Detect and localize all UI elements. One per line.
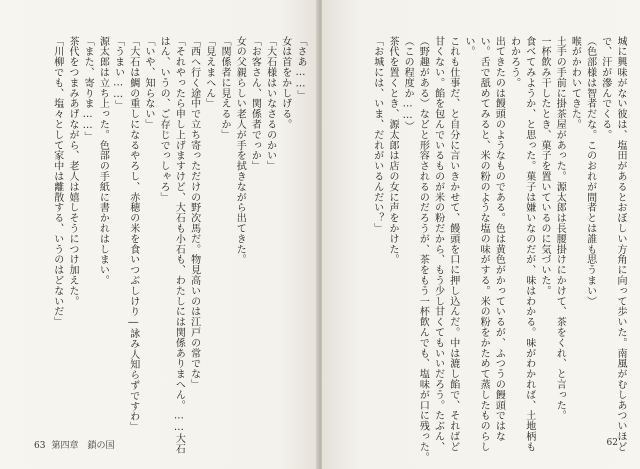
text-column: 茶代をつまみあげながら、老人は嬉しそうにつけ加えた。: [66, 36, 78, 307]
text-column: 「大石様はいなさるのかい」: [264, 36, 276, 172]
text-column: 「うまい……」: [112, 36, 124, 111]
left-page-number: 63: [34, 441, 46, 451]
text-column: 「また、寄りま……」: [82, 36, 94, 142]
text-column: 出てきたのは饅頭のようなものである。色は黄色がかっているが、ふつうの饅頭ではな: [493, 36, 505, 442]
left-page-footer: [34, 438, 120, 451]
text-column: い。: [462, 36, 474, 57]
text-column: 「さあ……」: [295, 36, 306, 101]
right-page-number: 62: [606, 438, 618, 448]
text-column: 一杯飲み干したとき、菓子を置いているのに気づいた。: [538, 36, 550, 296]
text-column: 甘くない。餡を包んでいるものが米の粉だから、もう少し甘くてもいいだろう。たぶん、: [432, 36, 444, 452]
text-column: （野趣がある）などと形容されるのだろうが、茶をもう一杯飲んでも、塩味が口に残った。: [417, 36, 429, 463]
text-column: 女の父親らしい老人が手を拭きながら出てきた。: [234, 36, 246, 265]
right-page-footer: [607, 438, 624, 448]
text-column: はん、いうの、ご存じでっしゃろ」: [158, 36, 170, 203]
text-column: い。舌で舐めてみると、米の粉のような塩の味がする。米の粉をかためて蒸したものらし: [478, 36, 490, 452]
text-column: 「お客さん、関係者でっか」: [249, 36, 261, 172]
running-head: 第四章 鎖の国: [51, 441, 115, 451]
text-column: 「見えまへん」: [203, 36, 215, 109]
text-column: 喉がかわいてきた。: [569, 36, 581, 130]
right-page: [322, 0, 640, 469]
text-column: 「いや、知らない」: [142, 36, 154, 130]
left-page: [0, 0, 318, 469]
text-column: 土手の手前に掛茶屋があった。源太郎は長腰掛けにかけて、茶をくれ、と言った。: [554, 36, 566, 421]
text-column: で、汗が滲んでくる。: [599, 36, 611, 140]
text-column: （この程度か……）: [402, 36, 414, 132]
text-column: わかろう。: [508, 36, 520, 88]
text-column: 「大石は鯛の重しになるやろし、赤穂の米を食いつぶしけり―詠み人知らずですわ」: [127, 36, 139, 433]
text-column: 食べてみようか、と思った。菓子は嫌いなのだが、味はわかる。味がわかれば、土地柄も: [523, 36, 535, 452]
text-column: 「それやったら申し上げますけど、大石も小石も、わたしには関係ありまへん。……大石: [173, 36, 185, 454]
text-column: 茶代を置くとき、源太郎は店の女に声をかけた。: [386, 36, 398, 265]
text-column: これも仕事だ、と自分に言いきかせて、饅頭を口に押し込んだ。中は漉し餡で、そればど: [447, 36, 459, 452]
text-column: 「西へ行く途中で立ち寄っただけの野次馬だ。物見高いのは江戸の常でな」: [188, 36, 200, 390]
text-column: 城に興味がない彼は、塩田があるとおぼしい方角に向って歩いた。南風がむしあついほど: [615, 36, 626, 452]
text-column: 女は首をかしげる。: [279, 36, 291, 130]
text-column: （色部様は智者だな。このおれが間者とは誰も思うまい）: [584, 36, 596, 307]
text-column: 「関係者に見えるか」: [218, 36, 230, 140]
text-column: 「お城には、いま、だれがいるんだい？」: [371, 36, 383, 234]
text-column: 源太郎は立ち上った。色部の手紙に書かれはしまい。: [97, 36, 109, 286]
text-column: 「川柳でも、塩々として家中は離散する、いうのはどないだ」: [51, 36, 63, 328]
